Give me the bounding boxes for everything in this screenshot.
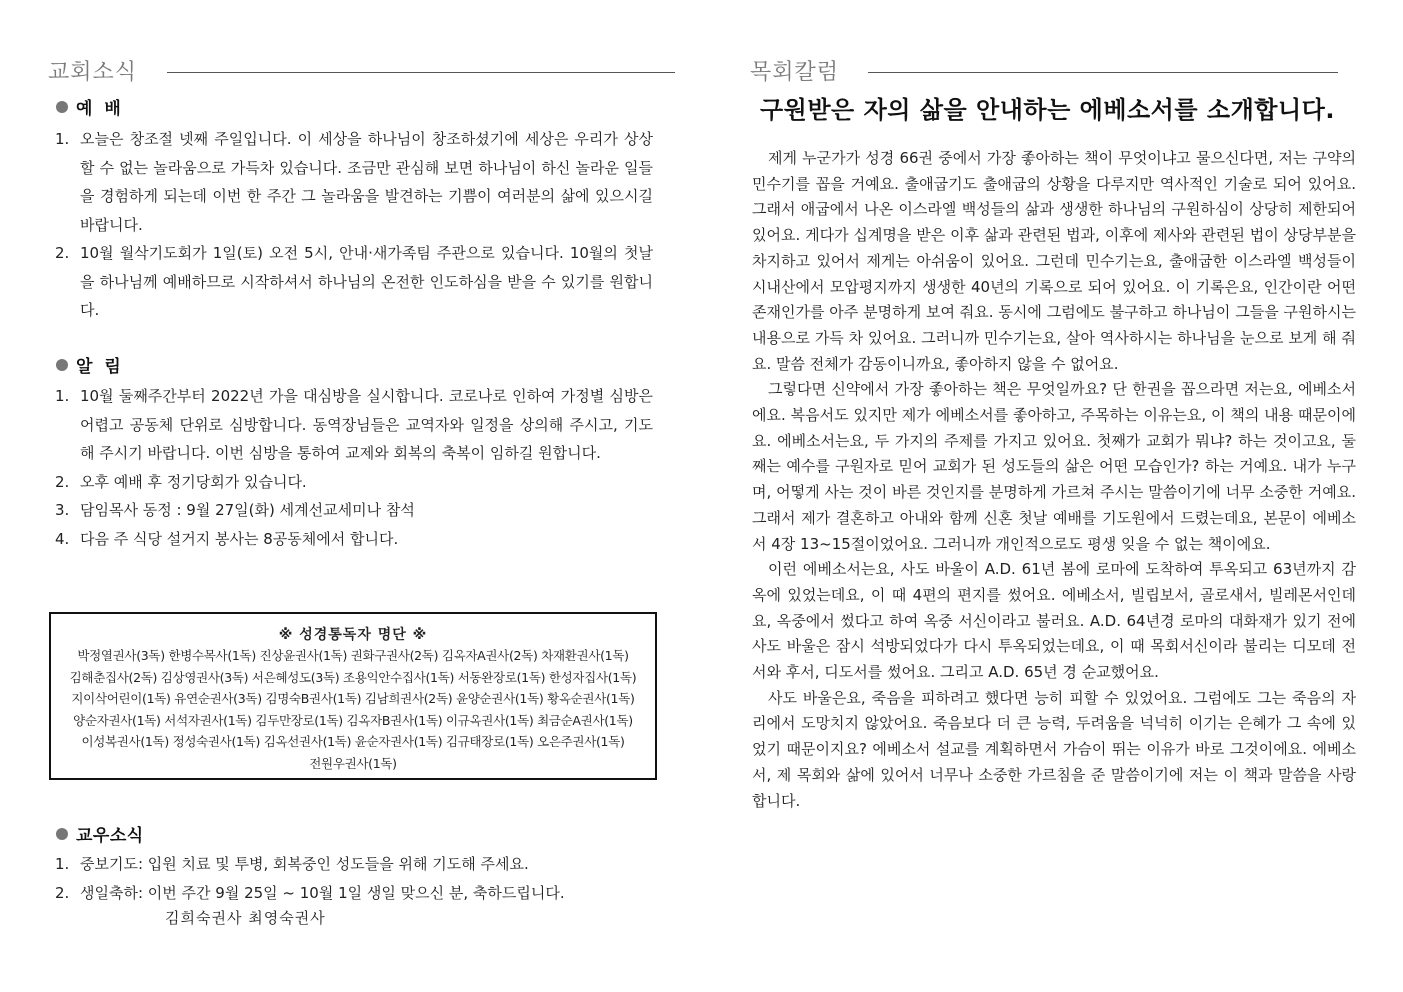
list-item xyxy=(55,850,675,879)
item-text: 10월 둘째주간부터 2022년 가을 대심방을 실시합니다. 코로나로 인하여 가정별 심방은 어렵고 공동체 단위로 심방합니다. 동역장님들은 교역자와 일정을 상의해 주시고, 기도해 주시기 바랍니다. 이번 심방을 통하여 교제와 회복의 축복이 임하길 원합니다. xyxy=(80,387,653,462)
worship-title: 예 배 xyxy=(76,99,124,119)
readers-line: 전원우권사(1독) xyxy=(309,755,397,771)
list-item xyxy=(55,468,653,497)
item-text: 생일축하: 이번 주간 9월 25일 ~ 10월 1일 생일 맞으신 분, 축하드립니다. xyxy=(80,883,565,902)
members-list xyxy=(55,850,675,907)
readers-line: 박정열권사(3독) 한병수목사(1독) 진상윤권사(1독) 권화구권사(2독) 김옥자A권사(2독) 차재환권사(1독) xyxy=(77,648,629,663)
birthday-names: 김희숙권사 최영숙권사 xyxy=(165,909,326,927)
worship-heading xyxy=(56,94,124,119)
header-divider xyxy=(868,72,1338,73)
item-number: 1. xyxy=(55,130,70,148)
readers-line: 지이삭어린이(1독) 유연순권사(3독) 김명숙B권사(1독) 김남희권사(2독) 윤양순권사(1독) 황옥순권사(1독) xyxy=(71,691,635,706)
list-item xyxy=(55,496,653,525)
paragraph: 그렇다면 신약에서 가장 좋아하는 책은 무엇일까요? 단 한권을 꼽으라면 저는요, 에베소서에요. 복음서도 있지만 제가 에베소서를 좋아하고, 주목하는 이유는요, 이 책의 내용 때문이에요. 에베소서는요, 두 가지의 주제를 가지고 있어요. 첫째가 교회가 뭐냐? 하는 것이고요, 둘째는 예수를 구원자로 믿어 교회가 된 성도들의 삶은 어떤 모습인가? 하는 거예요. 내가 누구며, 어떻게 사는 것이 바른 것인지를 분명하게 가르쳐 주시는 말씀이기에 너무 소중한 거예요. 그래서 제가 결혼하고 아내와 함께 신혼 첫날 예배를 기도원에서 드렸는데요, 본문이 에베소서 4장 13~15절이었어요. 그러니까 개인적으로도 평생 잊을 수 없는 책이에요. xyxy=(752,380,1356,553)
list-item xyxy=(55,525,653,554)
item-number: 2. xyxy=(55,883,70,902)
header-divider xyxy=(167,72,675,73)
paragraph: 사도 바울은요, 죽음을 피하려고 했다면 능히 피할 수 있었어요. 그럼에도 그는 죽음의 자리에서 도망치지 않았어요. 죽음보다 더 큰 능력, 두려움을 넉넉히 이기는 은혜가 그 속에 있었기 때문이지요? 에베소서 설교를 계획하면서 가슴이 뛰는 이유가 바로 그것이에요. 에베소서, 제 목회와 삶에 있어서 너무나 소중한 가르침을 준 말씀이기에 저는 이 책과 말씀을 사랑합니다. xyxy=(752,688,1356,810)
item-text: 오후 예배 후 정기당회가 있습니다. xyxy=(80,472,307,491)
item-text: 중보기도: 입원 치료 및 투병, 회복중인 성도들을 위해 기도해 주세요. xyxy=(80,855,529,873)
item-number: 4. xyxy=(55,529,70,548)
bullet-icon xyxy=(56,101,68,113)
column-title: 구원받은 자의 삶을 안내하는 에베소서를 소개합니다. xyxy=(760,96,1335,124)
paragraph: 이런 에베소서는요, 사도 바울이 A.D. 61년 봄에 로마에 도착하여 투옥되고 63년까지 감옥에 있었는데요, 이 때 4편의 편지를 썼어요. 에베소서, 빌립보서, 골로새서, 빌레몬서인데요, 옥중에서 썼다고 하여 옥중 서신이라고 불러요. A.D. 64년경 로마의 대화재가 있기 전에 사도 바울은 잠시 석방되었다가 다시 투옥되었는데요, 이 때 목회서신이라 불리는 디모데 전서와 후서, 디도서를 썼어요. 그리고 A.D. 65년 경 순교했어요. xyxy=(752,560,1356,682)
church-news-header: 교회소식 xyxy=(48,60,138,85)
column-body xyxy=(752,146,1356,814)
item-text: 오늘은 창조절 넷째 주일입니다. 이 세상을 하나님이 창조하셨기에 세상은 우리가 상상할 수 없는 놀라움으로 가득차 있습니다. 조금만 관심해 보면 하나님이 하신 놀라운 일들을 경험하게 되는데 이번 한 주간 그 놀라움을 발견하는 기쁨이 여러분의 삶에 있으시길 바랍니다. xyxy=(80,130,653,234)
bullet-icon xyxy=(56,359,68,371)
list-item xyxy=(55,879,675,908)
worship-list xyxy=(55,125,653,325)
bible-readers-box xyxy=(49,612,657,780)
list-item xyxy=(55,239,653,325)
list-item xyxy=(55,382,653,468)
bible-readers-title: ※ 성경통독자 명단 ※ xyxy=(278,627,428,643)
item-number: 1. xyxy=(55,387,70,405)
item-number: 1. xyxy=(55,855,70,873)
notices-list xyxy=(55,382,653,553)
item-number: 2. xyxy=(55,472,70,491)
paragraph: 제게 누군가가 성경 66권 중에서 가장 좋아하는 책이 무엇이냐고 물으신다면, 저는 구약의 민수기를 꼽을 거예요. 출애굽기도 출애굽의 상황을 다루지만 역사적인 기술로 되어 있어요. 그래서 애굽에서 나온 이스라엘 백성들의 삶과 생생한 하나님의 구원하심이 상당히 제한되어 있어요. 게다가 십계명을 받은 이후 삶과 관련된 법과, 이후에 제사와 관련된 법이 상당부분을 차지하고 있어서 제게는 아쉬움이 있어요. 그런데 민수기는요, 출애굽한 이스라엘 백성들이 시내산에서 모압평지까지 생생한 40년의 기록으로 되어 있어요. 이 기록은요, 인간이란 어떤 존재인가를 아주 분명하게 보여 줘요. 동시에 그럼에도 불구하고 하나님이 그들을 구원하시는 내용으로 가득 차 있어요. 그러니까 민수기는요, 살아 역사하시는 하나님을 눈으로 보게 해 줘요. 말씀 전체가 감동이니까요, 좋아하지 않을 수 없어요. xyxy=(752,149,1356,373)
members-heading xyxy=(56,821,144,846)
notices-title: 알 림 xyxy=(76,357,124,377)
item-number: 3. xyxy=(55,501,70,519)
item-text: 다음 주 식당 설거지 봉사는 8공동체에서 합니다. xyxy=(80,529,399,548)
bullet-icon xyxy=(56,828,68,840)
item-number: 2. xyxy=(55,244,70,262)
list-item xyxy=(55,125,653,239)
pastor-column-header: 목회칼럼 xyxy=(750,60,840,85)
item-text: 10월 월삭기도회가 1일(토) 오전 5시, 안내·새가족팀 주관으로 있습니다. 10월의 첫날을 하나님께 예배하므로 시작하셔서 하나님의 온전한 인도하심을 받을 수 있기를 원합니다. xyxy=(80,244,653,319)
members-title: 교우소식 xyxy=(76,826,144,846)
readers-line: 김해춘집사(2독) 김상영권사(3독) 서은혜성도(3독) 조용익안수집사(1독) 서동완장로(1독) 한성자집사(1독) xyxy=(69,669,637,685)
item-text: 담임목사 동정 : 9월 27일(화) 세계선교세미나 참석 xyxy=(80,501,415,519)
notices-heading xyxy=(56,352,124,377)
readers-line: 양순자권사(1독) 서석자권사(1독) 김두만장로(1독) 김옥자B권사(1독) 이규옥권사(1독) 최금순A권사(1독) xyxy=(73,712,633,728)
readers-line: 이성복권사(1독) 정성숙권사(1독) 김옥선권사(1독) 윤순자권사(1독) 김규태장로(1독) 오은주권사(1독) xyxy=(81,734,625,749)
